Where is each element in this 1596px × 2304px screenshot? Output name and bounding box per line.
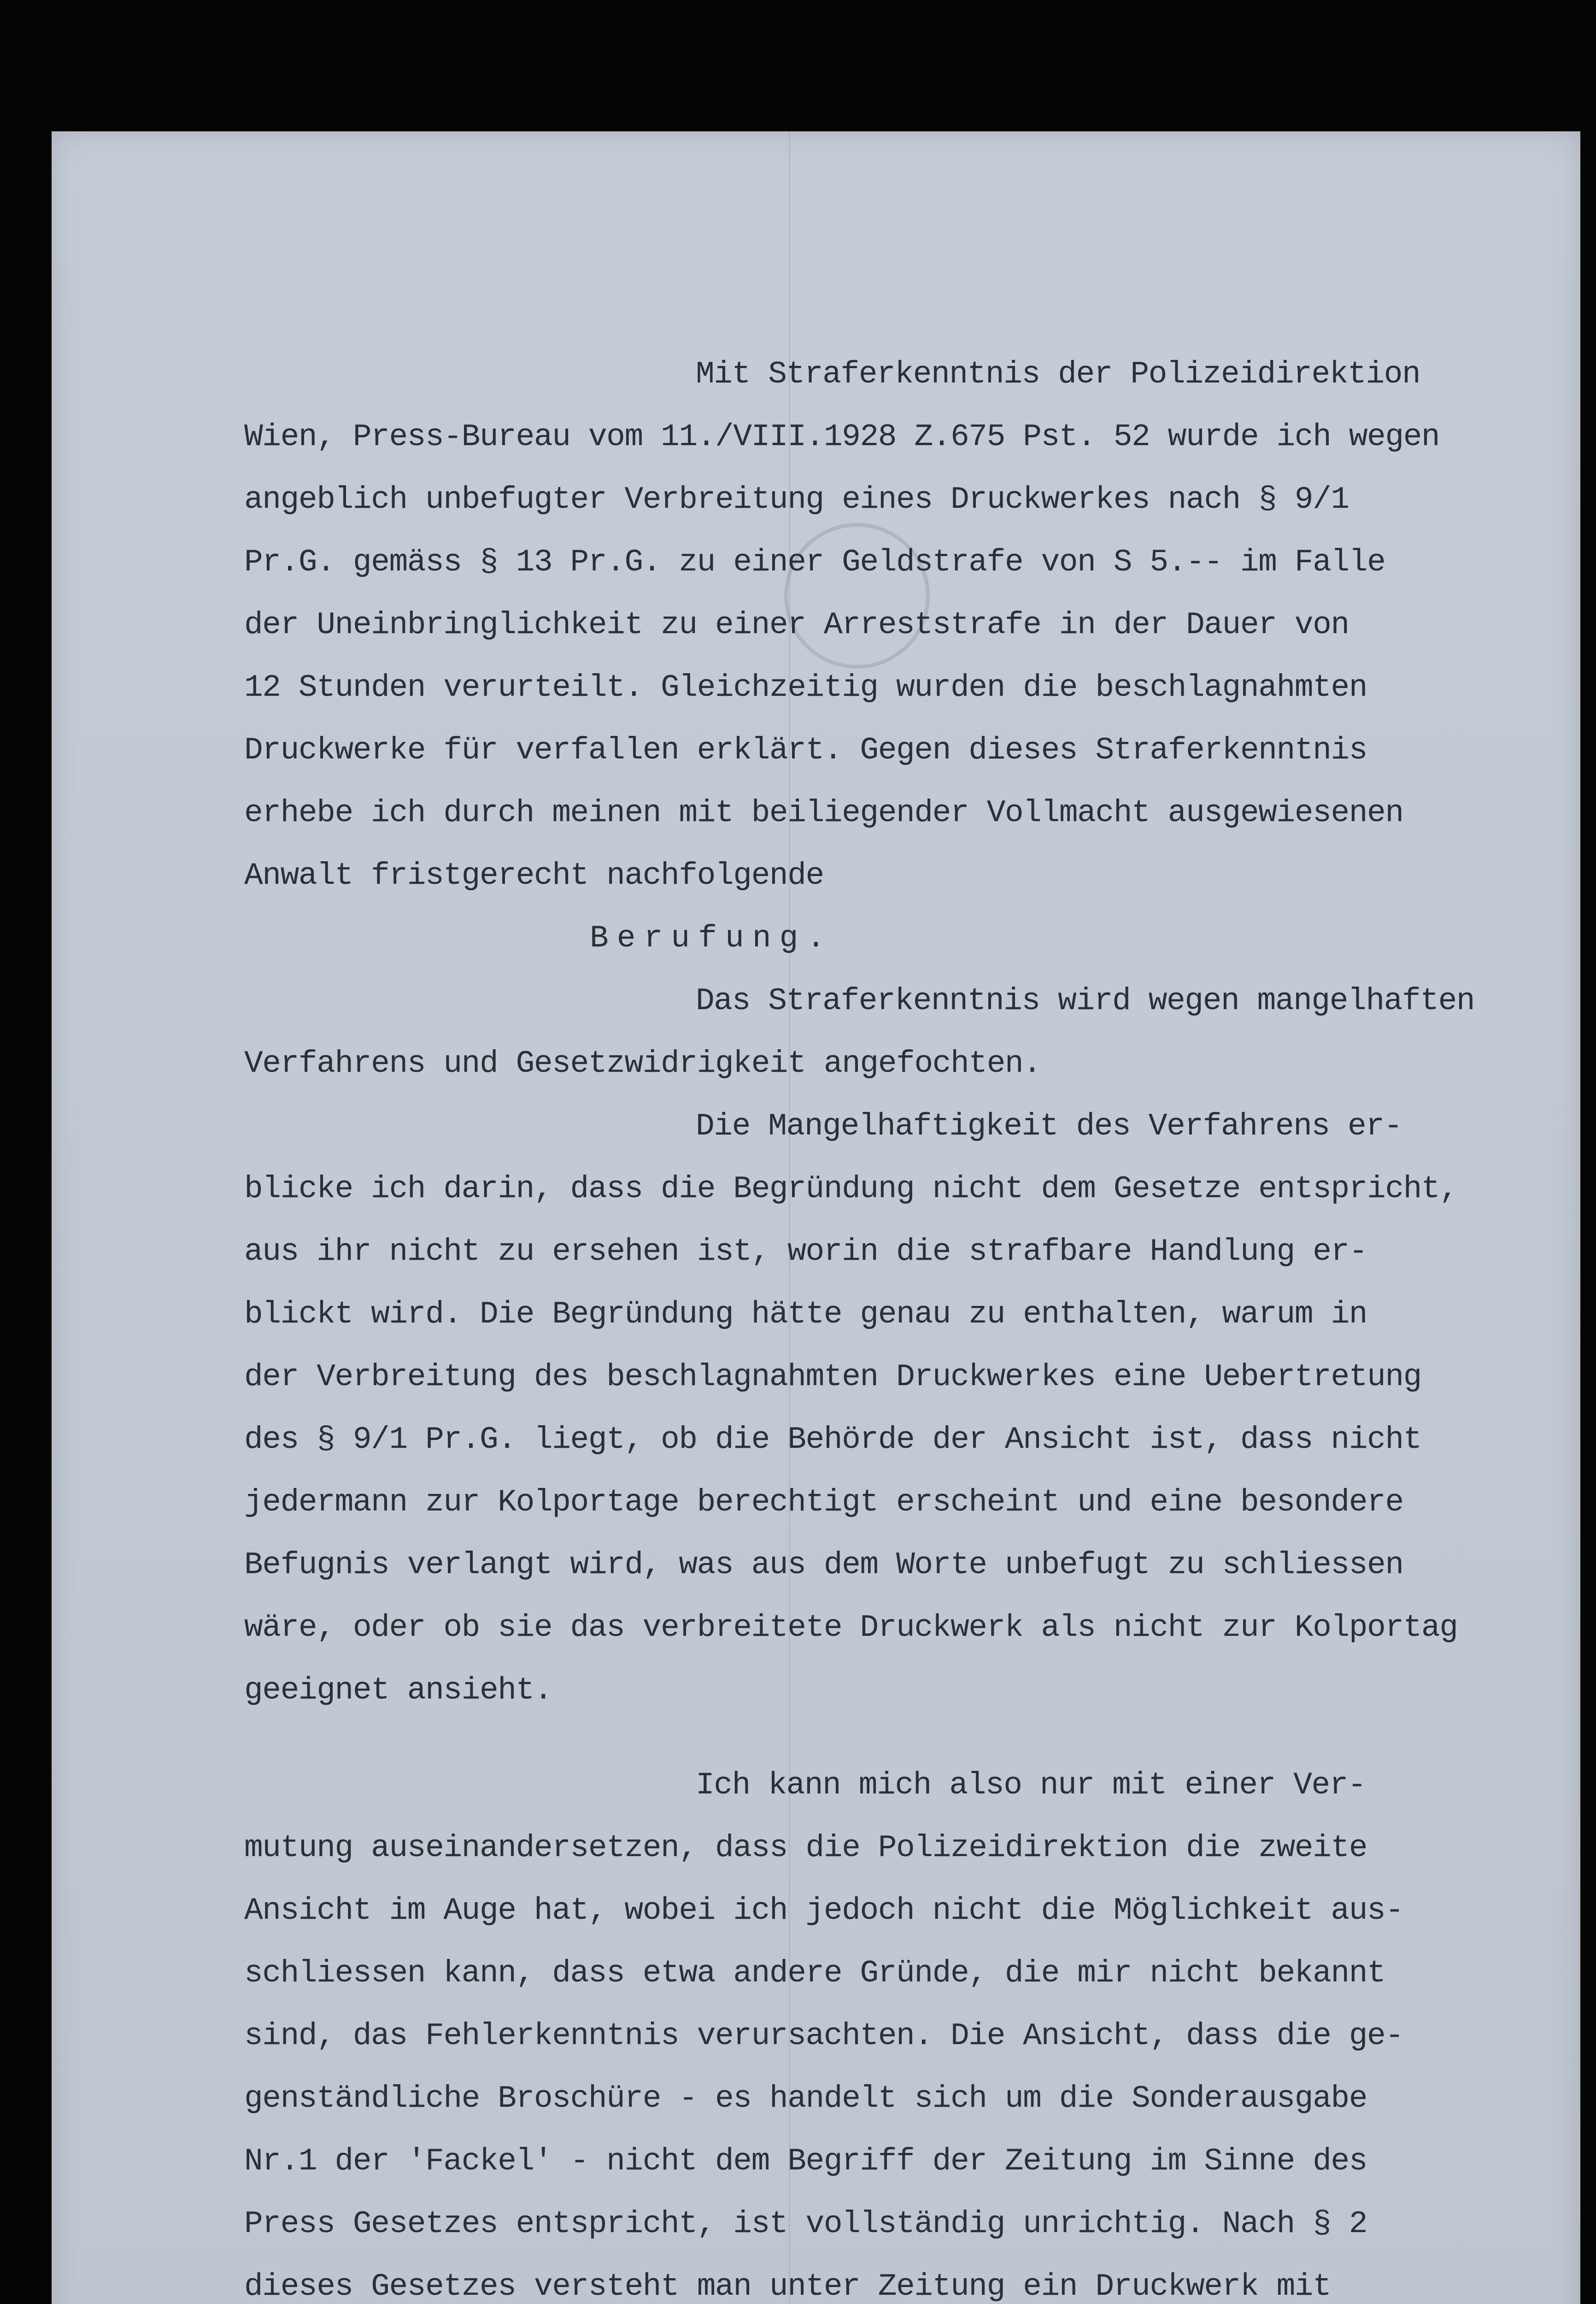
text-line: schliessen kann, dass etwa andere Gründe, die mir nicht bekannt [244, 1956, 1385, 1991]
text-line: Befugnis verlangt wird, was aus dem Worte unbefugt zu schliessen [244, 1547, 1403, 1583]
text-line: Wien, Press-Bureau vom 11./VIII.1928 Z.675 Pst. 52 wurde ich wegen [244, 419, 1440, 455]
text-line: dieses Gesetzes versteht man unter Zeitung ein Druckwerk mit [244, 2269, 1331, 2304]
letter-body [244, 343, 1543, 2304]
text-line: Press Gesetzes entspricht, ist vollständig unrichtig. Nach § 2 [244, 2206, 1367, 2242]
text-line: blickt wird. Die Begründung hätte genau zu enthalten, warum in [244, 1297, 1367, 1332]
section-heading: Berufung. [590, 921, 834, 956]
text-line: Anwalt fristgerecht nachfolgende [244, 858, 824, 893]
text-line: Mit Straferkenntnis der Polizeidirektion [696, 357, 1420, 392]
text-line: Nr.1 der 'Fackel' - nicht dem Begriff der Zeitung im Sinne des [244, 2144, 1367, 2179]
text-line: blicke ich darin, dass die Begründung nicht dem Gesetze entspricht, [244, 1171, 1458, 1207]
text-line: Ansicht im Auge hat, wobei ich jedoch nicht die Möglichkeit aus- [244, 1893, 1403, 1928]
text-line: Das Straferkenntnis wird wegen mangelhaften [696, 983, 1475, 1019]
text-line: erhebe ich durch meinen mit beiliegender Vollmacht ausgewiesenen [244, 795, 1403, 831]
text-line: 12 Stunden verurteilt. Gleichzeitig wurden die beschlagnahmten [244, 670, 1367, 705]
text-line: Die Mangelhaftigkeit des Verfahrens er- [696, 1109, 1402, 1144]
text-line: sind, das Fehlerkenntnis verursachten. Die Ansicht, dass die ge- [244, 2018, 1403, 2054]
text-line: Pr.G. gemäss § 13 Pr.G. zu einer Geldstrafe von S 5.-- im Falle [244, 545, 1385, 580]
text-line: der Uneinbringlichkeit zu einer Arreststrafe in der Dauer von [244, 607, 1349, 643]
paragraph-gap [244, 1722, 1543, 1754]
text-line: genständliche Broschüre - es handelt sich um die Sonderausgabe [244, 2081, 1367, 2116]
text-line: Verfahrens und Gesetzwidrigkeit angefochten. [244, 1046, 1041, 1081]
text-line: angeblich unbefugter Verbreitung eines Druckwerkes nach § 9/1 [244, 482, 1349, 517]
text-line: wäre, oder ob sie das verbreitete Druckwerk als nicht zur Kolportag [244, 1610, 1458, 1646]
text-line: Druckwerke für verfallen erklärt. Gegen dieses Straferkenntnis [244, 733, 1367, 768]
text-line: geeignet ansieht. [244, 1673, 552, 1708]
text-line: der Verbreitung des beschlagnahmten Druckwerkes eine Uebertretung [244, 1359, 1421, 1395]
text-line: mutung auseinandersetzen, dass die Polizeidirektion die zweite [244, 1830, 1367, 1866]
text-line: Ich kann mich also nur mit einer Ver- [696, 1768, 1366, 1803]
text-line: aus ihr nicht zu ersehen ist, worin die strafbare Handlung er- [244, 1234, 1367, 1270]
text-line: des § 9/1 Pr.G. liegt, ob die Behörde der Ansicht ist, dass nicht [244, 1422, 1421, 1458]
text-line: jedermann zur Kolportage berechtigt erscheint und eine besondere [244, 1485, 1403, 1520]
